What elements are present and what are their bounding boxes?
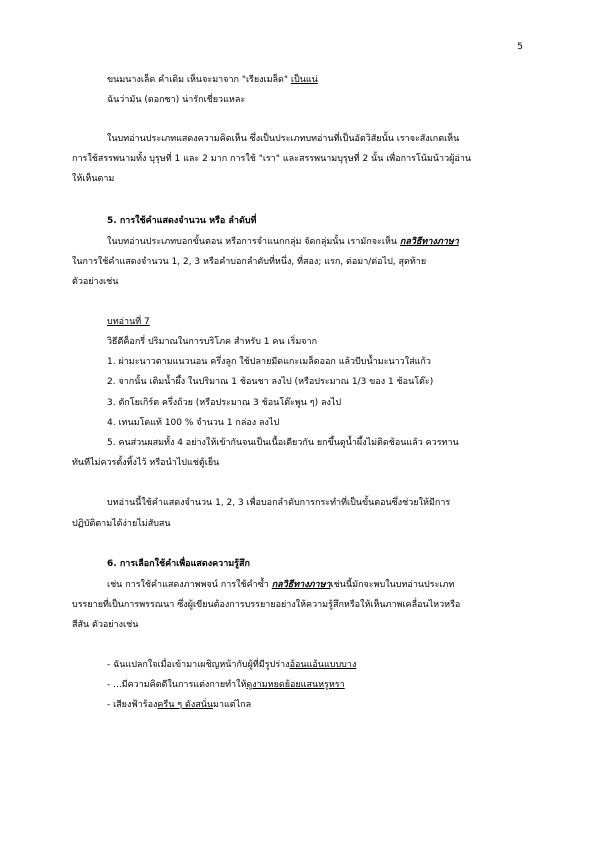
example-text: - ฉันแปลกใจเมื่อเข้ามาเผชิญหน้ากับผู้ที่มีรูปร่าง [107,660,290,670]
paragraph-line: บรรยายที่เป็นการพรรณนา ซึ่งผู้เขียนต้องการบรรยายอย่างให้ความรู้สึกหรือให้เห็นภาพเคลื่อนไหวหรือ [72,600,461,610]
example-title: บทอ่านที่ 7 [107,317,150,327]
example-underlined: อ้อนแอ้นแบบบาง [289,660,357,670]
paragraph-line: บทอ่านนี้ใช้คำแสดงจำนวน 1, 2, 3 เพื่อบอกลำดับการกระทำที่เป็นขั้นตอนซึ่งช่วยให้มีการ [107,498,451,508]
emphasis-term: กลวิธีทางภาษา [399,237,459,247]
example-bullet [107,659,356,671]
example-underlined: เป็นแน่ [290,75,318,85]
paragraph-line [107,579,454,591]
page-number: 5 [517,42,523,52]
step-item: 2. จากนั้น เติมน้ำผึ้ง ในปริมาณ 1 ช้อนชา ลงไป (หรือประมาณ 1/3 ของ 1 ช้อนโต๊ะ) [107,377,434,387]
example-line [107,74,318,86]
example-intro: วิธีตีค็อกรี่ ปริมาณในการบริโภค สำหรับ 1 คน เริ่มจาก [107,337,318,347]
step-item: 1. ผ่ามะนาวตามแนวนอน ครึ่งลูก ใช้ปลายมีดแกะเมล็ดออก แล้วบีบน้ำมะนาวใส่แก้ว [107,357,431,367]
example-text: - เสียงฟ้าร้อง [107,700,158,710]
paragraph-text: ในบทอ่านประเภทบอกขั้นตอน หรือการจำแนกกลุ่ม จัดกลุ่มนั้น เรามักจะเห็น [107,237,400,247]
example-line [107,94,245,106]
paragraph-text: เช่น การใช้คำแสดงภาพพจน์ การใช้คำซ้ำ [107,580,272,590]
emphasis-term: กลวิธีทางภาษา [271,580,331,590]
step-item: 4. เทนมโดแท้ 100 % จำนวน 1 กล่อง ลงไป [107,418,280,428]
step-item-continued: ทันทีไม่ควรตั้งทิ้งไว้ หรือนำไปแช่ตู้เย็น [72,458,220,468]
paragraph-line: การใช้สรรพนามทั้ง บุรุษที่ 1 และ 2 มาก การใช้ "เรา" และสรรพนามบุรุษที่ 2 นั้น เพื่อการโน้มน้าวผู้อ่าน [72,154,472,164]
example-bullet [107,699,251,711]
example-text: มาแต่ไกล [213,700,252,710]
section-heading: 6. การเลือกใช้คำเพื่อแสดงความรู้สึก [107,559,250,569]
paragraph-line: ให้เห็นตาม [72,174,115,184]
example-text: - ...มีความคิดดีในการแต่งกายทำให้ [107,680,247,690]
example-text: ขนมนางเล็ด คำเดิม เห็นจะมาจาก "เรียงเมล็ด" [107,75,291,85]
section-heading: 5. การใช้คำแสดงจำนวน หรือ ลำดับที่ [107,216,257,226]
paragraph-text: เช่นนี้มักจะพบในบทอ่านประเภท [330,580,455,590]
example-underlined: ดูงามหยดย้อยแสนหรูหรา [246,680,345,690]
step-item: 3. ตักโยเกิร์ต ครึ่งถ้วย (หรือประมาณ 3 ช้อนโต๊ะพูน ๆ) ลงไป [107,398,342,408]
example-text: ฉันว่ามัน (ดอกซา) น่ารักเชี่ยวแหละ [107,95,246,105]
example-underlined: ครืน ๆ [157,700,183,710]
paragraph-line: ในการใช้คำแสดงจำนวน 1, 2, 3 หรือคำบอกลำดับที่หนึ่ง, ที่สอง; แรก, ต่อมา/ต่อไป, สุดท้าย [72,257,427,267]
paragraph-line: ในบทอ่านประเภทแสดงความคิดเห็น ซึ่งเป็นประเภทบทอ่านที่เป็นอัตวิสัยนั้น เราจะสังเกตเห็น [107,134,460,144]
example-underlined: ดังสนั่น [182,700,214,710]
example-bullet [107,679,345,691]
paragraph-line: ตัวอย่างเช่น [72,277,119,287]
step-item: 5. คนส่วนผสมทั้ง 4 อย่างให้เข้ากันจนเป็นเนื้อเดียวกัน ยกขึ้นดูน้ำผึ้งไม่ติดช้อนแล้ว ควรทาน [107,438,459,448]
paragraph-line: ปฏิบัติตามได้ง่ายไม่สับสน [72,519,171,529]
paragraph-line: สีสัน ตัวอย่างเช่น [72,620,139,630]
paragraph-line [107,236,459,248]
